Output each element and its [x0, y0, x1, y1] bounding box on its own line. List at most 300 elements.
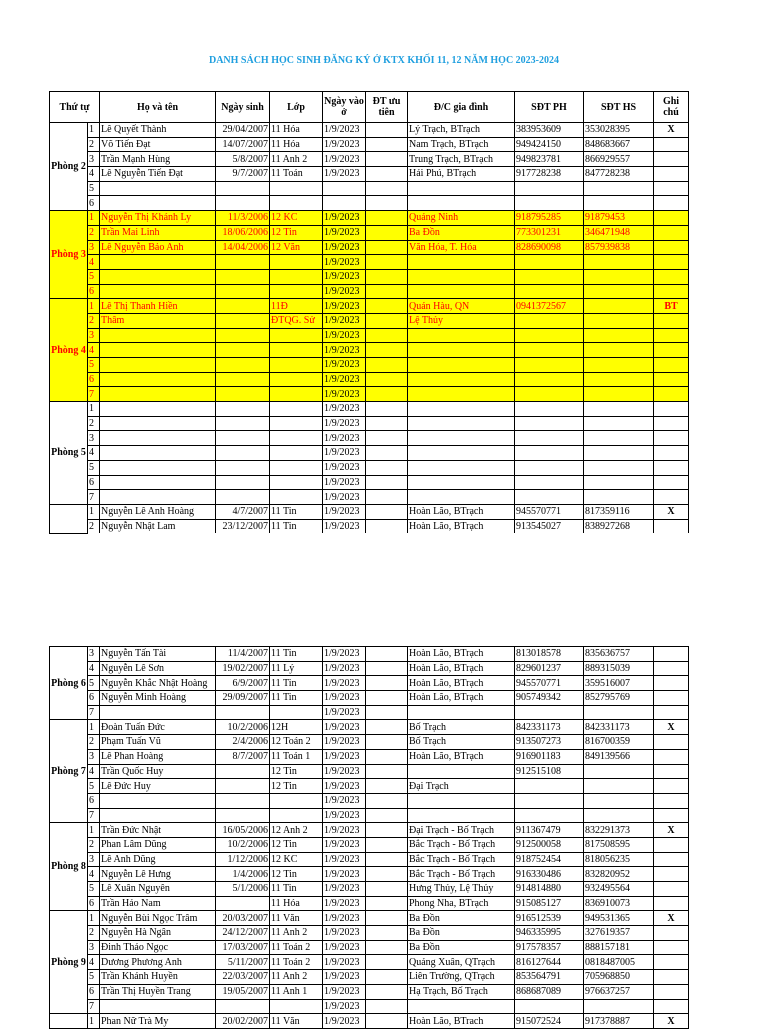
cell-note [654, 475, 689, 490]
cell-student-phone [584, 999, 654, 1014]
cell-class: 11 Anh 2 [270, 926, 323, 941]
cell-priority [366, 970, 408, 985]
cell-address: Ba Đồn [408, 225, 515, 240]
cell-name [100, 431, 216, 446]
cell-name [100, 705, 216, 720]
cell-order: 4 [88, 661, 100, 676]
cell-note [654, 705, 689, 720]
cell-priority [366, 749, 408, 764]
cell-name: Nguyễn Khắc Nhật Hoàng [100, 676, 216, 691]
cell-class [270, 358, 323, 373]
cell-move-in-date: 1/9/2023 [323, 519, 366, 533]
cell-class: 11 Hóa [270, 137, 323, 152]
cell-order: 2 [88, 416, 100, 431]
cell-move-in-date: 1/9/2023 [323, 490, 366, 505]
header-col-birthdate: Ngày sinh [216, 92, 270, 123]
cell-name: Nguyễn Lê Hưng [100, 867, 216, 882]
cell-note [654, 358, 689, 373]
cell-priority [366, 808, 408, 823]
cell-priority [366, 779, 408, 794]
cell-move-in-date: 1/9/2023 [323, 984, 366, 999]
cell-birthdate [216, 490, 270, 505]
cell-student-phone: 917378887 [584, 1014, 654, 1029]
room-label: Phòng 6 [50, 647, 88, 720]
cell-name [100, 793, 216, 808]
cell-move-in-date: 1/9/2023 [323, 955, 366, 970]
cell-order: 2 [88, 926, 100, 941]
cell-name [100, 358, 216, 373]
cell-student-phone [584, 387, 654, 402]
cell-parent-phone: 916330486 [515, 867, 584, 882]
cell-note [654, 808, 689, 823]
cell-class: 11 Toán 2 [270, 955, 323, 970]
cell-order: 2 [88, 137, 100, 152]
cell-parent-phone: 905749342 [515, 691, 584, 706]
cell-birthdate [216, 446, 270, 461]
cell-class [270, 705, 323, 720]
cell-name: Lê Thị Thanh Hiền [100, 299, 216, 314]
cell-birthdate: 24/12/2007 [216, 926, 270, 941]
cell-class: 12 Tin [270, 225, 323, 240]
cell-note [654, 940, 689, 955]
cell-priority [366, 181, 408, 196]
cell-priority [366, 519, 408, 533]
cell-priority [366, 661, 408, 676]
cell-address [408, 269, 515, 284]
cell-address: Đại Trạch - Bố Trạch [408, 823, 515, 838]
cell-student-phone: 847728238 [584, 167, 654, 182]
cell-parent-phone: 915072524 [515, 1014, 584, 1029]
cell-birthdate: 14/07/2007 [216, 137, 270, 152]
cell-move-in-date: 1/9/2023 [323, 225, 366, 240]
table-row [50, 387, 689, 402]
cell-parent-phone: 816127644 [515, 955, 584, 970]
cell-student-phone: 835636757 [584, 647, 654, 662]
cell-move-in-date: 1/9/2023 [323, 123, 366, 138]
cell-birthdate [216, 358, 270, 373]
cell-move-in-date: 1/9/2023 [323, 705, 366, 720]
cell-address: Phong Nha, BTrạch [408, 896, 515, 911]
cell-student-phone: 816700359 [584, 735, 654, 750]
table-row [50, 431, 689, 446]
cell-birthdate [216, 764, 270, 779]
cell-class: 11 Tin [270, 519, 323, 533]
cell-priority [366, 647, 408, 662]
cell-move-in-date: 1/9/2023 [323, 416, 366, 431]
table-row [50, 343, 689, 358]
cell-student-phone: 353028395 [584, 123, 654, 138]
cell-priority [366, 196, 408, 211]
cell-note [654, 328, 689, 343]
cell-order: 2 [88, 225, 100, 240]
cell-name [100, 999, 216, 1014]
cell-class [270, 284, 323, 299]
cell-class: 11 Văn [270, 1014, 323, 1029]
cell-class: 12 KC [270, 211, 323, 226]
cell-name: Trần Mai Linh [100, 225, 216, 240]
cell-class [270, 402, 323, 417]
cell-class: 11 Văn [270, 911, 323, 926]
cell-name: Phan Nữ Trà My [100, 1014, 216, 1029]
cell-move-in-date: 1/9/2023 [323, 475, 366, 490]
cell-move-in-date: 1/9/2023 [323, 882, 366, 897]
cell-name [100, 284, 216, 299]
cell-note [654, 240, 689, 255]
cell-move-in-date: 1/9/2023 [323, 343, 366, 358]
cell-note [654, 460, 689, 475]
cell-move-in-date: 1/9/2023 [323, 372, 366, 387]
cell-order: 6 [88, 284, 100, 299]
cell-address [408, 284, 515, 299]
cell-name: Lê Xuân Nguyên [100, 882, 216, 897]
cell-priority [366, 416, 408, 431]
cell-parent-phone: 914814880 [515, 882, 584, 897]
table-row [50, 123, 689, 138]
cell-priority [366, 358, 408, 373]
cell-address: Ba Đồn [408, 911, 515, 926]
cell-birthdate: 5/11/2007 [216, 955, 270, 970]
room-label [50, 504, 88, 533]
cell-priority [366, 823, 408, 838]
cell-address: Lý Trạch, BTrạch [408, 123, 515, 138]
table-row [50, 460, 689, 475]
cell-move-in-date: 1/9/2023 [323, 661, 366, 676]
cell-birthdate [216, 431, 270, 446]
cell-order: 7 [88, 490, 100, 505]
cell-name: Phan Lâm Dũng [100, 837, 216, 852]
cell-move-in-date: 1/9/2023 [323, 647, 366, 662]
cell-birthdate: 29/04/2007 [216, 123, 270, 138]
cell-birthdate [216, 196, 270, 211]
cell-order: 5 [88, 358, 100, 373]
cell-move-in-date [323, 196, 366, 211]
cell-note [654, 446, 689, 461]
cell-move-in-date: 1/9/2023 [323, 867, 366, 882]
cell-parent-phone [515, 196, 584, 211]
cell-move-in-date: 1/9/2023 [323, 431, 366, 446]
cell-address: Hoàn Lão, BTrạch [408, 676, 515, 691]
cell-class [270, 255, 323, 270]
cell-note [654, 284, 689, 299]
cell-note [654, 852, 689, 867]
cell-student-phone [584, 328, 654, 343]
cell-birthdate [216, 808, 270, 823]
cell-student-phone: 327619357 [584, 926, 654, 941]
cell-move-in-date: 1/9/2023 [323, 211, 366, 226]
cell-birthdate: 14/04/2006 [216, 240, 270, 255]
cell-priority [366, 867, 408, 882]
cell-parent-phone: 829601237 [515, 661, 584, 676]
cell-parent-phone: 853564791 [515, 970, 584, 985]
cell-address: Bắc Trạch - Bố Trạch [408, 852, 515, 867]
cell-class: 11 Toán [270, 167, 323, 182]
cell-name [100, 446, 216, 461]
cell-order: 4 [88, 764, 100, 779]
cell-student-phone [584, 446, 654, 461]
cell-address: Ba Đồn [408, 940, 515, 955]
cell-class [270, 808, 323, 823]
cell-note [654, 211, 689, 226]
cell-order: 3 [88, 940, 100, 955]
cell-name: Trần Quốc Huy [100, 764, 216, 779]
cell-address: Bắc Trạch - Bố Trạch [408, 867, 515, 882]
room-label: Phòng 7 [50, 720, 88, 823]
cell-name: Lê Đức Huy [100, 779, 216, 794]
cell-note [654, 735, 689, 750]
cell-move-in-date: 1/9/2023 [323, 269, 366, 284]
cell-class [270, 793, 323, 808]
table-row [50, 808, 689, 823]
cell-move-in-date: 1/9/2023 [323, 749, 366, 764]
table-row [50, 313, 689, 328]
table-row [50, 749, 689, 764]
cell-order: 5 [88, 779, 100, 794]
cell-move-in-date: 1/9/2023 [323, 970, 366, 985]
cell-note [654, 691, 689, 706]
cell-order: 4 [88, 343, 100, 358]
cell-address: Quán Hàu, QN [408, 299, 515, 314]
cell-class [270, 490, 323, 505]
cell-priority [366, 676, 408, 691]
cell-class: 12 Tin [270, 867, 323, 882]
cell-address: Lệ Thủy [408, 313, 515, 328]
cell-parent-phone: 912515108 [515, 764, 584, 779]
cell-name: Nguyễn Bùi Ngọc Trâm [100, 911, 216, 926]
cell-birthdate: 5/1/2006 [216, 882, 270, 897]
table-row [50, 211, 689, 226]
cell-move-in-date: 1/9/2023 [323, 167, 366, 182]
cell-birthdate [216, 284, 270, 299]
cell-student-phone [584, 490, 654, 505]
cell-note [654, 661, 689, 676]
cell-note: X [654, 504, 689, 519]
cell-address: Bắc Trạch - Bố Trạch [408, 837, 515, 852]
cell-name: Lê Anh Dũng [100, 852, 216, 867]
cell-address [408, 793, 515, 808]
table-row [50, 647, 689, 662]
cell-student-phone [584, 431, 654, 446]
cell-birthdate [216, 896, 270, 911]
cell-order: 4 [88, 955, 100, 970]
cell-note [654, 676, 689, 691]
cell-parent-phone [515, 358, 584, 373]
cell-order: 5 [88, 882, 100, 897]
cell-note [654, 313, 689, 328]
cell-student-phone [584, 196, 654, 211]
cell-note [654, 196, 689, 211]
cell-note [654, 269, 689, 284]
cell-birthdate: 16/05/2006 [216, 823, 270, 838]
cell-student-phone: 866929557 [584, 152, 654, 167]
table-row [50, 372, 689, 387]
cell-parent-phone: 916512539 [515, 911, 584, 926]
cell-order: 3 [88, 852, 100, 867]
cell-name [100, 328, 216, 343]
cell-move-in-date: 1/9/2023 [323, 299, 366, 314]
cell-name [100, 343, 216, 358]
cell-priority [366, 837, 408, 852]
table-row [50, 358, 689, 373]
cell-student-phone: 932495564 [584, 882, 654, 897]
cell-move-in-date [323, 181, 366, 196]
cell-student-phone [584, 779, 654, 794]
table-row [50, 896, 689, 911]
cell-name: Trần Đức Nhật [100, 823, 216, 838]
cell-name [100, 475, 216, 490]
cell-note [654, 999, 689, 1014]
table-row [50, 284, 689, 299]
cell-note [654, 984, 689, 999]
cell-priority [366, 167, 408, 182]
cell-move-in-date: 1/9/2023 [323, 999, 366, 1014]
cell-note [654, 837, 689, 852]
cell-birthdate: 23/12/2007 [216, 519, 270, 533]
cell-priority [366, 328, 408, 343]
cell-class [270, 475, 323, 490]
table-row [50, 504, 689, 519]
cell-note [654, 926, 689, 941]
cell-parent-phone [515, 431, 584, 446]
cell-parent-phone: 913545027 [515, 519, 584, 533]
cell-priority [366, 152, 408, 167]
cell-name: Nguyễn Nhật Lam [100, 519, 216, 533]
cell-student-phone: 842331173 [584, 720, 654, 735]
cell-name: Nguyễn Thị Khánh Ly [100, 211, 216, 226]
cell-parent-phone: 917578357 [515, 940, 584, 955]
cell-student-phone: 832291373 [584, 823, 654, 838]
cell-student-phone: 888157181 [584, 940, 654, 955]
cell-student-phone: 0818487005 [584, 955, 654, 970]
cell-name: Võ Tiến Đạt [100, 137, 216, 152]
cell-priority [366, 372, 408, 387]
cell-note: X [654, 911, 689, 926]
cell-student-phone [584, 764, 654, 779]
cell-class [270, 416, 323, 431]
room-label: Phòng 5 [50, 402, 88, 505]
cell-student-phone [584, 705, 654, 720]
cell-birthdate: 8/7/2007 [216, 749, 270, 764]
cell-student-phone [584, 299, 654, 314]
header-col-order: Thứ tự [50, 92, 100, 123]
cell-student-phone [584, 181, 654, 196]
cell-birthdate [216, 460, 270, 475]
cell-order: 2 [88, 837, 100, 852]
cell-class [270, 387, 323, 402]
cell-birthdate: 6/9/2007 [216, 676, 270, 691]
cell-birthdate: 9/7/2007 [216, 167, 270, 182]
cell-address: Bố Trạch [408, 720, 515, 735]
cell-parent-phone [515, 475, 584, 490]
cell-move-in-date: 1/9/2023 [323, 691, 366, 706]
cell-address: Hoàn Lão, BTrach [408, 1014, 515, 1029]
cell-class: 11 Tin [270, 691, 323, 706]
cell-order: 2 [88, 519, 100, 533]
cell-name: Trần Thị Huyền Trang [100, 984, 216, 999]
cell-birthdate [216, 269, 270, 284]
cell-note [654, 431, 689, 446]
cell-birthdate [216, 793, 270, 808]
cell-birthdate: 5/8/2007 [216, 152, 270, 167]
cell-priority [366, 720, 408, 735]
cell-parent-phone: 916901183 [515, 749, 584, 764]
cell-birthdate: 1/4/2006 [216, 867, 270, 882]
cell-birthdate: 29/09/2007 [216, 691, 270, 706]
cell-address: Văn Hóa, T. Hóa [408, 240, 515, 255]
cell-order: 5 [88, 181, 100, 196]
cell-address: Liên Trường, QTrạch [408, 970, 515, 985]
cell-class: 12 KC [270, 852, 323, 867]
cell-order: 6 [88, 372, 100, 387]
cell-order: 4 [88, 446, 100, 461]
cell-birthdate [216, 313, 270, 328]
cell-address: Hoàn Lão, BTrạch [408, 519, 515, 533]
cell-move-in-date: 1/9/2023 [323, 837, 366, 852]
cell-order: 3 [88, 749, 100, 764]
cell-class: 12 Tin [270, 779, 323, 794]
cell-student-phone: 817508595 [584, 837, 654, 852]
cell-birthdate [216, 416, 270, 431]
cell-student-phone [584, 269, 654, 284]
cell-order: 3 [88, 647, 100, 662]
cell-parent-phone: 945570771 [515, 504, 584, 519]
cell-priority [366, 475, 408, 490]
cell-parent-phone [515, 181, 584, 196]
cell-student-phone [584, 808, 654, 823]
cell-address: Trung Trạch, BTrạch [408, 152, 515, 167]
header-col-note: Ghi chú [654, 92, 689, 123]
table-row [50, 705, 689, 720]
cell-student-phone: 848683667 [584, 137, 654, 152]
cell-class: 11 Tin [270, 882, 323, 897]
cell-move-in-date: 1/9/2023 [323, 764, 366, 779]
cell-address: Hoàn Lão, BTrạch [408, 691, 515, 706]
table-row [50, 446, 689, 461]
cell-order: 6 [88, 984, 100, 999]
cell-order: 4 [88, 867, 100, 882]
cell-name: Lê Quyết Thành [100, 123, 216, 138]
table-row [50, 328, 689, 343]
table-row [50, 793, 689, 808]
cell-address: Hải Phú, BTrạch [408, 167, 515, 182]
cell-parent-phone [515, 269, 584, 284]
cell-birthdate: 4/7/2007 [216, 504, 270, 519]
cell-address: Hoàn Lão, BTrạch [408, 504, 515, 519]
table-row [50, 1014, 689, 1029]
cell-note [654, 152, 689, 167]
cell-parent-phone: 0941372567 [515, 299, 584, 314]
cell-order: 2 [88, 313, 100, 328]
cell-note: X [654, 123, 689, 138]
cell-priority [366, 691, 408, 706]
cell-priority [366, 269, 408, 284]
cell-birthdate: 17/03/2007 [216, 940, 270, 955]
cell-address [408, 343, 515, 358]
cell-parent-phone [515, 328, 584, 343]
cell-parent-phone: 383953609 [515, 123, 584, 138]
header-col-address: Đ/C gia đình [408, 92, 515, 123]
cell-note [654, 793, 689, 808]
cell-class: 11 Anh 1 [270, 984, 323, 999]
cell-address [408, 431, 515, 446]
table-row [50, 167, 689, 182]
cell-name [100, 808, 216, 823]
cell-note [654, 955, 689, 970]
room-label: Phòng 8 [50, 823, 88, 911]
cell-priority [366, 137, 408, 152]
cell-order: 1 [88, 211, 100, 226]
cell-class: ĐTQG. Sử [270, 313, 323, 328]
cell-address: Hoàn Lão, BTrạch [408, 749, 515, 764]
